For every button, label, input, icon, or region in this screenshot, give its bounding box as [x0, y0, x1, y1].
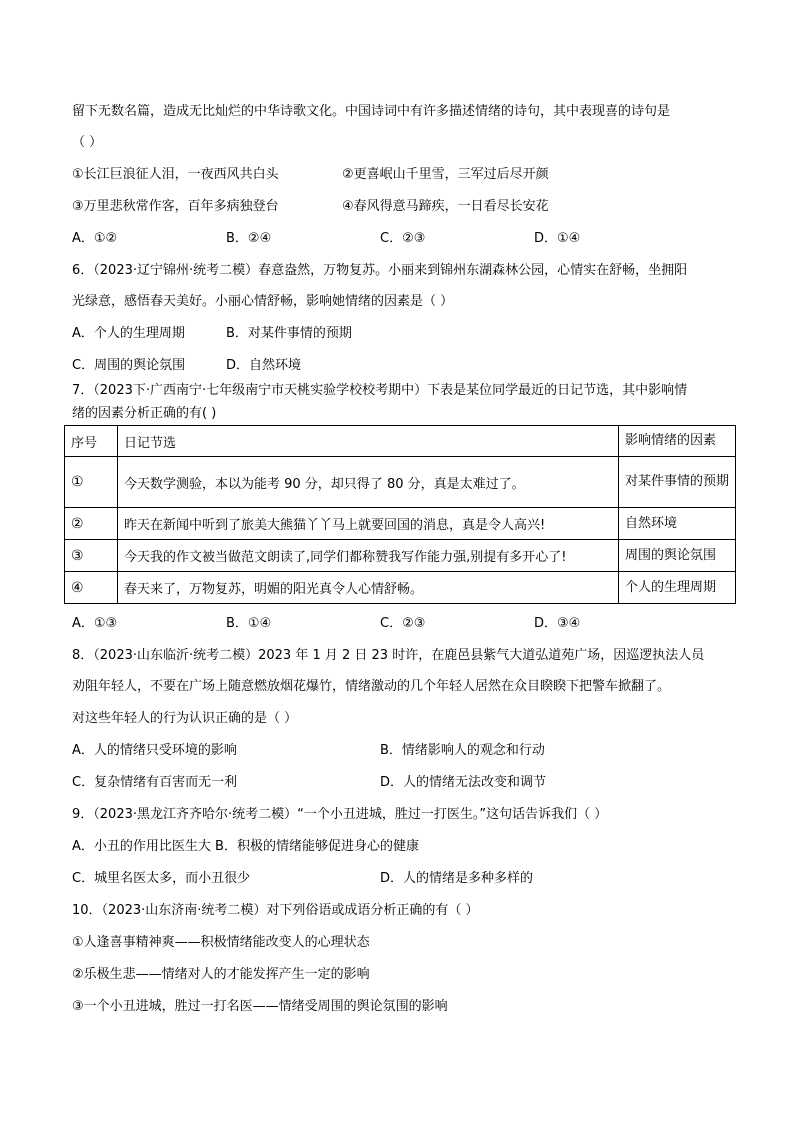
q5-stem-line2: （ ）: [72, 135, 103, 150]
q7-option-a[interactable]: A．①③: [72, 616, 118, 631]
q10-item-1: ①人逢喜事精神爽——积极情绪能改变人的心理状态: [72, 935, 370, 950]
q5-stem-line1: 留下无数名篇，造成无比灿烂的中华诗歌文化。中国诗词中有许多描述情绪的诗句，其中表现喜的诗句是: [72, 104, 671, 119]
q5-option-c[interactable]: C．②③: [380, 231, 426, 246]
row-factor: 周围的舆论氛围: [619, 540, 736, 572]
q6-option-c[interactable]: C．周围的舆论氛围: [72, 358, 186, 373]
row-excerpt: 今天我的作文被当做范文朗读了,同学们都称赞我写作能力强,别提有多开心了!: [118, 540, 619, 572]
table-row: [65, 457, 736, 508]
q8-options-row1: [72, 742, 732, 760]
row-excerpt: 春天来了，万物复苏，明媚的阳光真令人心情舒畅。: [118, 572, 619, 604]
q8-option-d[interactable]: D．人的情绪无法改变和调节: [380, 775, 547, 790]
row-factor: 自然环境: [619, 508, 736, 540]
q5-option-b[interactable]: B．②④: [226, 231, 272, 246]
q5-option-a[interactable]: A．①②: [72, 231, 118, 246]
q8-stem-line3: 对这些年轻人的行为认识正确的是（ ）: [72, 711, 298, 726]
q8-stem-line1: 8．（2023·山东临沂·统考二模）2023 年 1 月 2 日 23 时许，在鹿邑县紫气大道弘道苑广场，因巡逻执法人员: [72, 648, 705, 663]
q9-stem-line1: 9．（2023·黑龙江齐齐哈尔·统考二模）“一个小丑进城，胜过一打医生。”这句话告诉我们（ ）: [72, 807, 608, 822]
q8-stem-line2: 劝阻年轻人，不要在广场上随意燃放烟花爆竹，情绪激动的几个年轻人居然在众目睽睽下把警车掀翻了。: [72, 679, 671, 694]
q8-option-a[interactable]: A．人的情绪只受环境的影响: [72, 743, 237, 758]
q9-options-row2: [72, 870, 732, 888]
row-factor: 对某件事情的预期: [619, 457, 736, 508]
q5-item-4: ④春风得意马蹄疾，一日看尽长安花: [342, 199, 549, 214]
q9-option-d[interactable]: D．人的情绪是多种多样的: [380, 871, 534, 886]
header-excerpt: 日记节选: [118, 426, 619, 457]
q8-option-c[interactable]: C．复杂情绪有百害而无一利: [72, 775, 238, 790]
q10-stem-line1: 10．（2023·山东济南·统考二模）对下列俗语或成语分析正确的有（ ）: [72, 903, 479, 918]
row-number: ③: [65, 540, 118, 572]
header-factor: 影响情绪的因素: [619, 426, 736, 457]
table-row: [65, 572, 736, 604]
q5-options: [72, 230, 732, 248]
q9-option-c[interactable]: C．城里名医太多，而小丑很少: [72, 871, 251, 886]
q6-options-row1: [72, 325, 732, 343]
header-number: 序号: [65, 426, 118, 457]
q7-stem-line2: 绪的因素分析正确的有( ): [72, 406, 217, 421]
q7-option-c[interactable]: C．②③: [380, 616, 426, 631]
q7-option-d[interactable]: D．③④: [534, 616, 581, 631]
q6-stem-line1: 6．（2023·辽宁锦州·统考二模）春意盎然，万物复苏。小丽来到锦州东湖森林公园，心情实在舒畅，坐拥阳: [72, 263, 688, 278]
diary-table: [64, 425, 736, 604]
q8-options-row2: [72, 774, 732, 792]
q6-option-a[interactable]: A．个人的生理周期: [72, 326, 185, 341]
q6-stem-line2: 光绿意，感悟春天美好。小丽心情舒畅，影响她情绪的因素是（ ）: [72, 294, 454, 309]
q7-option-b[interactable]: B．①④: [226, 616, 272, 631]
q10-item-3: ③一个小丑进城，胜过一打名医——情绪受周围的舆论氛围的影响: [72, 999, 448, 1014]
table-row: [65, 540, 736, 572]
q9-option-line1[interactable]: A．小丑的作用比医生大 B．积极的情绪能够促进身心的健康: [72, 839, 419, 854]
q5-item-1: ①长江巨浪征人泪，一夜西风共白头: [72, 167, 279, 182]
q5-item-3: ③万里悲秋常作客，百年多病独登台: [72, 199, 279, 214]
row-excerpt: 今天数学测验，本以为能考 90 分，却只得了 80 分，真是太难过了。: [118, 457, 619, 508]
q8-option-b[interactable]: B．情绪影响人的观念和行动: [380, 743, 545, 758]
q10-item-2: ②乐极生悲——情绪对人的才能发挥产生一定的影响: [72, 967, 370, 982]
q6-option-b[interactable]: B．对某件事情的预期: [226, 326, 352, 341]
q5-option-d[interactable]: D．①④: [534, 231, 581, 246]
table-header-row: [65, 426, 736, 457]
q5-item-2: ②更喜岷山千里雪，三军过后尽开颜: [342, 167, 549, 182]
row-number: ④: [65, 572, 118, 604]
table-row: [65, 508, 736, 540]
q7-stem-line1: 7．（2023下·广西南宁·七年级南宁市天桃实验学校校考期中）下表是某位同学最近的日记节选，其中影响情: [72, 383, 688, 398]
row-number: ①: [65, 457, 118, 508]
q6-option-d[interactable]: D．自然环境: [226, 358, 302, 373]
row-number: ②: [65, 508, 118, 540]
q5-items-row1: [72, 166, 732, 184]
q5-items-row2: [72, 198, 732, 216]
q6-options-row2: [72, 357, 732, 375]
row-excerpt: 昨天在新闻中听到了旅美大熊猫丫丫马上就要回国的消息，真是令人高兴!: [118, 508, 619, 540]
q7-options: [72, 615, 732, 633]
row-factor: 个人的生理周期: [619, 572, 736, 604]
